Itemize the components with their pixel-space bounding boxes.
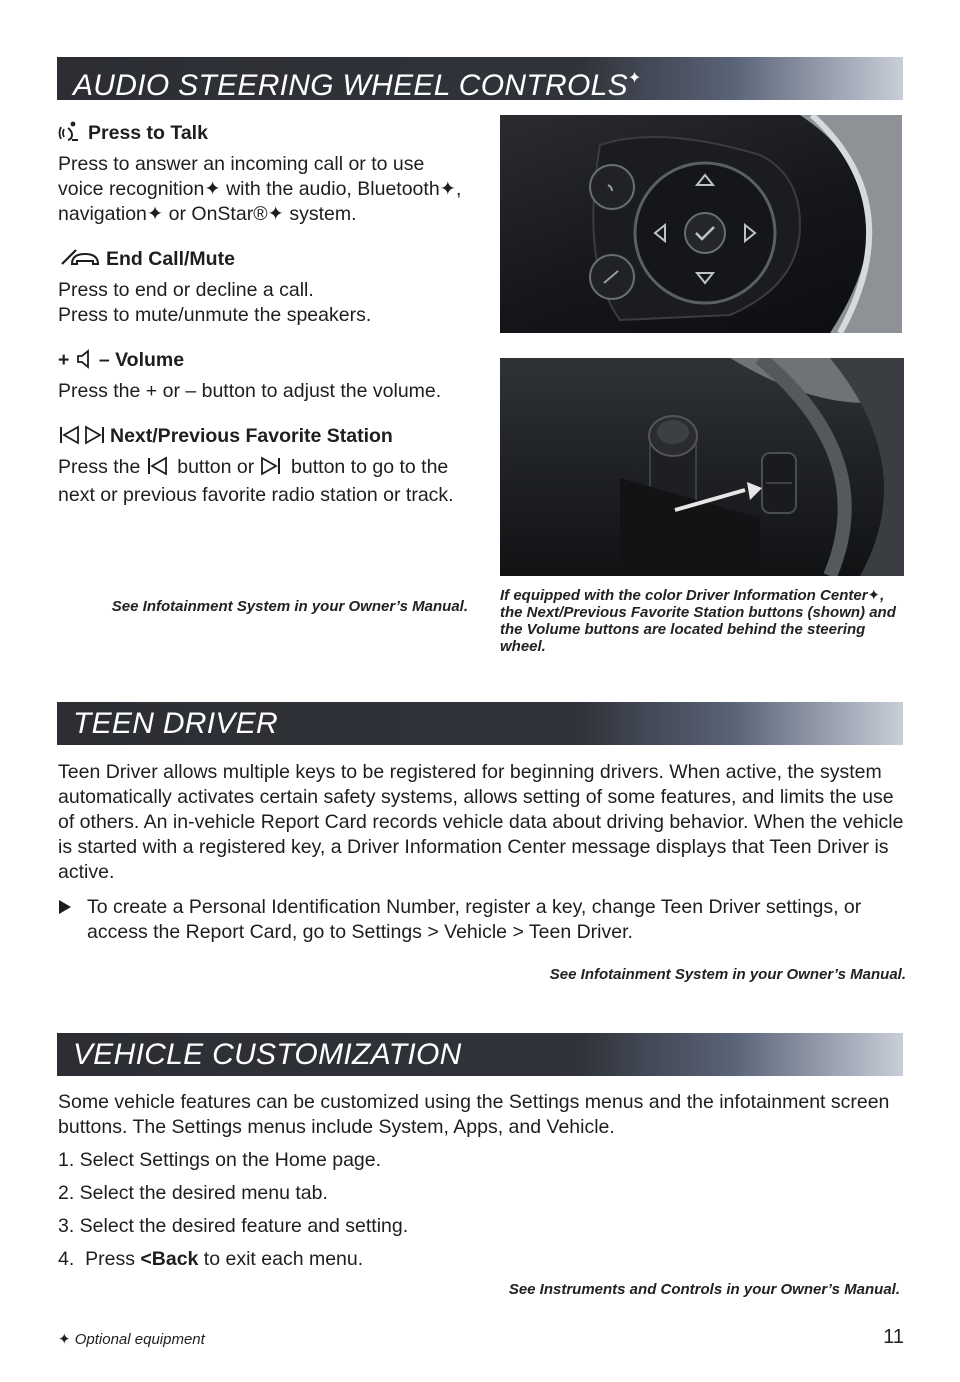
previous-inline-icon (146, 456, 168, 483)
ptt-label: Press to Talk (88, 122, 208, 144)
volume-text: Press the + or – button to adjust the volume. (58, 380, 442, 402)
teen-see-manual: See Infotainment System in your Owner’s Manual. (549, 966, 906, 983)
volume-minus: – (98, 349, 110, 371)
steering-wheel-photo (500, 115, 902, 333)
volume-plus: + (58, 349, 70, 371)
next-inline-icon (260, 456, 282, 483)
volume-label: Volume (115, 349, 185, 371)
custom-see-manual: See Instruments and Controls in your Owner’s Manual. (508, 1281, 900, 1298)
page-number: 11 (883, 1326, 904, 1348)
section-title: TEEN DRIVER (73, 707, 278, 740)
step-4-bold: <Back (140, 1248, 199, 1270)
press-to-talk-icon (58, 120, 84, 149)
teen-bullet-row (58, 895, 906, 945)
section-header-audio (57, 57, 903, 100)
next-icon (84, 425, 106, 452)
audio-controls-text (58, 120, 468, 508)
audio-see-manual: See Infotainment System in your Owner’s Manual. (111, 598, 468, 615)
previous-icon (58, 425, 80, 452)
optional-mark: ✦ (627, 70, 642, 87)
behind-wheel-photo (500, 358, 904, 576)
section-header-custom (57, 1033, 903, 1076)
teen-body: Teen Driver allows multiple keys to be registered for beginning drivers. When active, the system automatically activates certain safety systems, allows setting of some features, and limits the use of others. An in-vehicle Report Card records vehicle data about driving behavior. When the vehicle is started with a registered key, a Driver Information Center message displays that Teen Driver is active. (58, 761, 904, 883)
ptt-text: Press to answer an incoming call or to use voice recognition✦ with the audio, Bluetooth✦, navigation✦ or OnStar®✦ system. (58, 153, 462, 225)
end-call-label: End Call/Mute (106, 248, 235, 270)
custom-intro: Some vehicle features can be customized using the Settings menus and the infotainment screen buttons. The Settings menus include System, Apps, and Vehicle. (58, 1091, 890, 1138)
step-4 (58, 1247, 906, 1272)
section-header-teen (57, 702, 903, 745)
next-text-b: button or (177, 456, 255, 478)
section-title: VEHICLE CUSTOMIZATION (73, 1038, 462, 1071)
step-2: 2. Select the desired menu tab. (58, 1182, 328, 1204)
next-prev-label: Next/Previous Favorite Station (110, 425, 393, 447)
bullet-arrow-icon (58, 897, 72, 924)
step-1: 1. Select Settings on the Home page. (58, 1149, 382, 1171)
end-call-icon (58, 248, 102, 275)
behind-wheel-caption: If equipped with the color Driver Information Center✦, the Next/Previous Favorite Station buttons (shown) and the Volume buttons are located behind the steering wheel. (500, 587, 896, 655)
speaker-icon (75, 349, 95, 376)
teen-bullet-text: To create a Personal Identification Number, register a key, change Teen Driver settings, or access the Report Card, go to Settings > Vehicle > Teen Driver. (87, 896, 862, 943)
section-title: AUDIO STEERING WHEEL CONTROLS (73, 69, 628, 102)
next-text-c: button to go to the next or previous favorite radio station or track. (58, 456, 454, 506)
step-4-post: to exit each menu. (198, 1248, 364, 1270)
optional-equipment-note: ✦ Optional equipment (58, 1331, 205, 1348)
step-4-pre: 4. Press (58, 1248, 141, 1270)
custom-body (58, 1090, 906, 1272)
end-call-text-1: Press to end or decline a call. (58, 279, 314, 301)
next-text-a: Press the (58, 456, 141, 478)
step-3: 3. Select the desired feature and setting. (58, 1215, 409, 1237)
end-call-text-2: Press to mute/unmute the speakers. (58, 304, 372, 326)
